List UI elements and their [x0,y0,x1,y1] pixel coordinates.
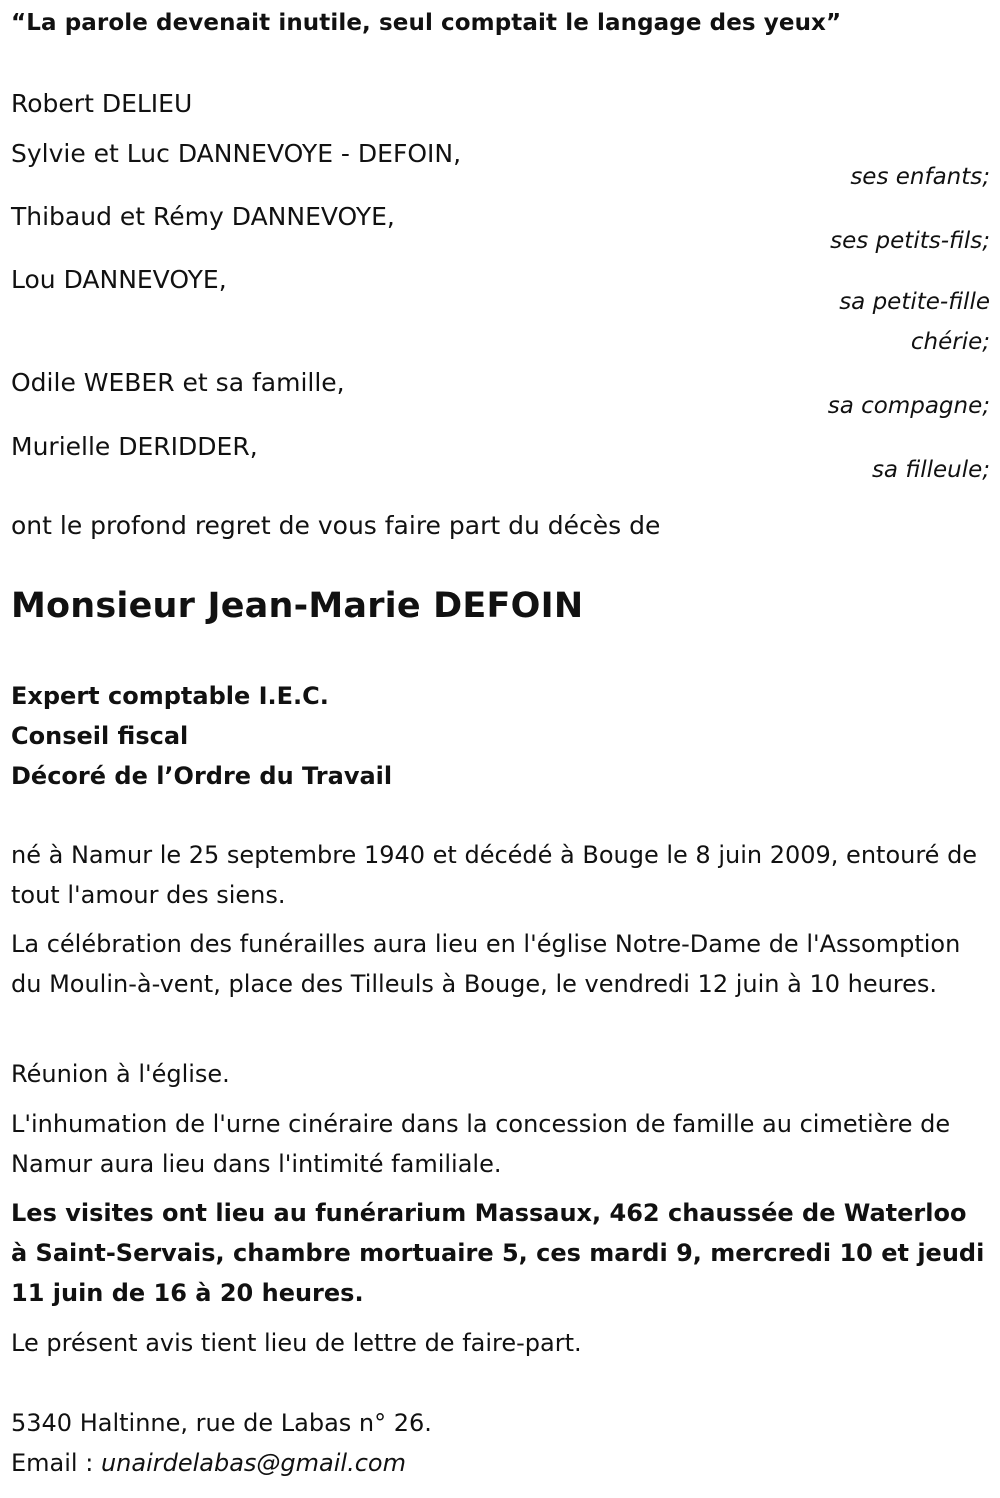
family-member-1: Robert DELIEU [11,89,193,118]
quote: “La parole devenait inutile, seul comptait le langage des yeux” [11,10,842,36]
family-member-5: Odile WEBER et sa famille, [11,368,345,397]
family-member-3: Thibaud et Rémy DANNEVOYE, [11,202,395,231]
notice-paragraph: Le présent avis tient lieu de lettre de faire-part. [11,1329,582,1357]
family-member-6: Murielle DERIDDER, [11,432,258,461]
family-role-4-line2: chérie; [910,329,990,355]
email-link[interactable]: unairdelabas@gmail.com [100,1449,406,1477]
contact-address: 5340 Haltinne, rue de Labas n° 26. [11,1409,432,1437]
birth-death-paragraph: né à Namur le 25 septembre 1940 et décédé à Bouge le 8 juin 2009, entouré de tout l'amour des siens. [11,841,978,909]
announcement: ont le profond regret de vous faire part du décès de [11,511,661,540]
contact-email-line [11,1443,990,1483]
family-member-2: Sylvie et Luc DANNEVOYE - DEFOIN, [11,139,462,168]
title-2: Conseil fiscal [11,722,189,750]
title-1: Expert comptable I.E.C. [11,682,329,710]
family-role-6: sa filleule; [871,457,990,483]
family-role-4-line1: sa petite-fille [839,289,990,315]
family-role-3: ses petits-fils; [830,228,990,254]
family-role-2: ses enfants; [850,164,990,190]
visits-paragraph: Les visites ont lieu au funérarium Massaux, 462 chaussée de Waterloo à Saint-Servais, chambre mortuaire 5, ces mardi 9, mercredi 10 et jeudi 11 juin de 16 à 20 heures. [11,1199,985,1307]
family-member-4: Lou DANNEVOYE, [11,265,227,294]
title-3: Décoré de l’Ordre du Travail [11,762,393,790]
burial-paragraph: L'inhumation de l'urne cinéraire dans la concession de famille au cimetière de Namur aura lieu dans l'intimité familiale. [11,1110,951,1178]
family-role-5: sa compagne; [827,393,990,419]
ceremony-paragraph: La célébration des funérailles aura lieu en l'église Notre-Dame de l'Assomption du Moulin-à-vent, place des Tilleuls à Bouge, le vendredi 12 juin à 10 heures. [11,930,961,998]
meeting-paragraph: Réunion à l'église. [11,1060,230,1088]
email-label: Email : [11,1449,101,1477]
deceased-titles [11,676,392,796]
deceased-name: Monsieur Jean-Marie DEFOIN [11,586,584,626]
